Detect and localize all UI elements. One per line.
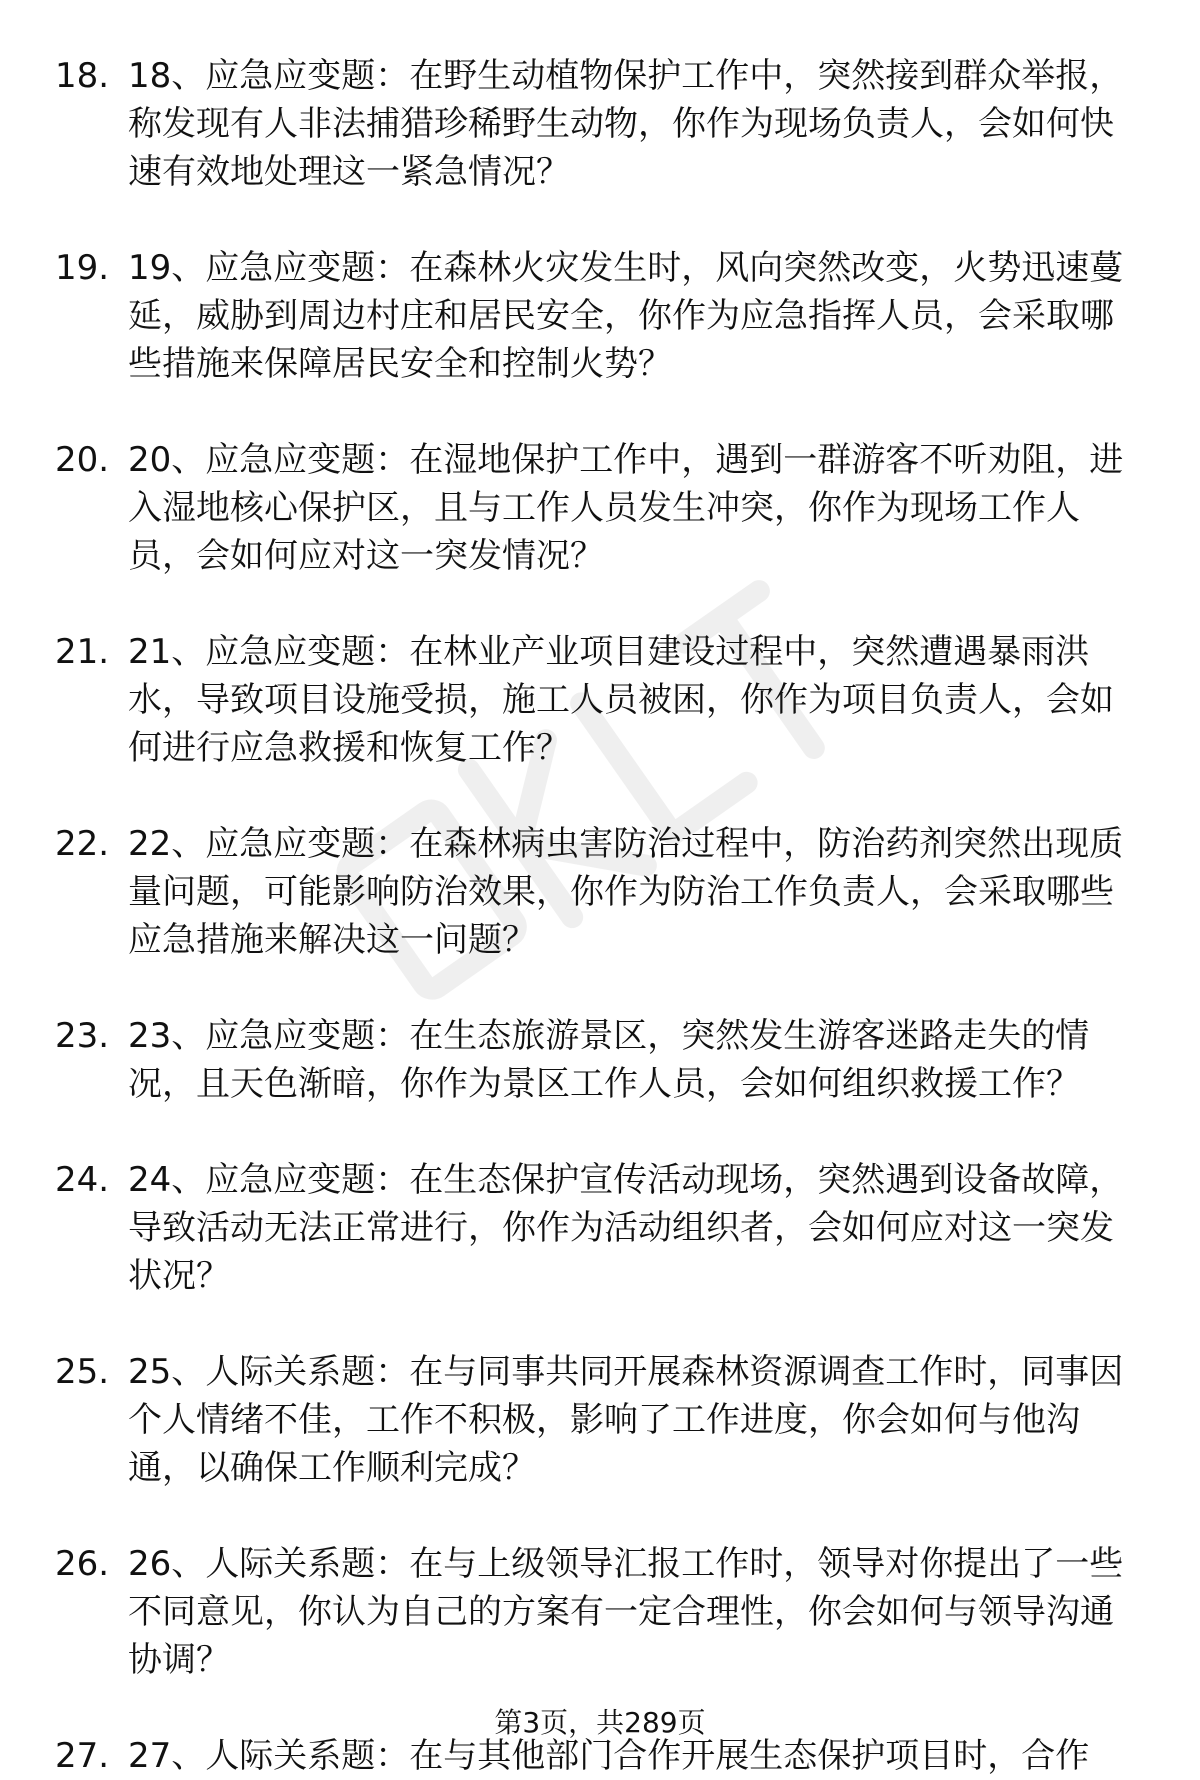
list-item bbox=[0, 1348, 1200, 1492]
list-item bbox=[0, 1012, 1200, 1108]
list-item bbox=[0, 1156, 1200, 1300]
question-text: 21、应急应变题：在林业产业项目建设过程中，突然遭遇暴雨洪水，导致项目设施受损，施工人员被困，你作为项目负责人，会如何进行应急救援和恢复工作？ bbox=[128, 632, 1114, 768]
list-item bbox=[0, 436, 1200, 580]
question-text: 24、应急应变题：在生态保护宣传活动现场，突然遇到设备故障，导致活动无法正常进行，你作为活动组织者，会如何应对这一突发状况？ bbox=[128, 1160, 1124, 1296]
question-number: 26. bbox=[55, 1544, 110, 1584]
question-number: 20. bbox=[55, 440, 110, 480]
list-item bbox=[0, 52, 1200, 196]
question-number: 22. bbox=[55, 824, 110, 864]
question-list bbox=[0, 52, 1200, 1780]
question-number: 21. bbox=[55, 632, 110, 672]
list-item bbox=[0, 820, 1200, 964]
question-text: 26、人际关系题：在与上级领导汇报工作时，领导对你提出了一些不同意见，你认为自己的方案有一定合理性，你会如何与领导沟通协调？ bbox=[128, 1544, 1124, 1680]
question-text: 23、应急应变题：在生态旅游景区，突然发生游客迷路走失的情况，且天色渐暗，你作为景区工作人员，会如何组织救援工作？ bbox=[128, 1016, 1090, 1104]
page-footer bbox=[0, 1705, 1200, 1741]
question-number: 23. bbox=[55, 1016, 110, 1056]
question-number: 19. bbox=[55, 248, 110, 288]
question-text: 25、人际关系题：在与同事共同开展森林资源调查工作时，同事因个人情绪不佳，工作不积极，影响了工作进度，你会如何与他沟通，以确保工作顺利完成？ bbox=[128, 1352, 1124, 1488]
question-text: 19、应急应变题：在森林火灾发生时，风向突然改变，火势迅速蔓延，威胁到周边村庄和居民安全，你作为应急指挥人员，会采取哪些措施来保障居民安全和控制火势？ bbox=[128, 248, 1124, 384]
question-text: 27、人际关系题：在与其他部门合作开展生态保护项目时，合作 bbox=[128, 1736, 1090, 1776]
question-text: 22、应急应变题：在森林病虫害防治过程中，防治药剂突然出现质量问题，可能影响防治效果，你作为防治工作负责人，会采取哪些应急措施来解决这一问题？ bbox=[128, 824, 1124, 960]
question-number: 24. bbox=[55, 1160, 110, 1200]
page-number-label: 第3页，共289页 bbox=[494, 1706, 706, 1739]
list-item bbox=[0, 244, 1200, 388]
question-number: 27. bbox=[55, 1736, 110, 1776]
question-text: 20、应急应变题：在湿地保护工作中，遇到一群游客不听劝阻，进入湿地核心保护区，且与工作人员发生冲突，你作为现场工作人员，会如何应对这一突发情况？ bbox=[128, 440, 1124, 576]
question-number: 25. bbox=[55, 1352, 110, 1392]
question-text: 18、应急应变题：在野生动植物保护工作中，突然接到群众举报，称发现有人非法捕猎珍稀野生动物，你作为现场负责人，会如何快速有效地处理这一紧急情况？ bbox=[128, 56, 1124, 192]
question-number: 18. bbox=[55, 56, 110, 96]
list-item bbox=[0, 628, 1200, 772]
list-item bbox=[0, 1540, 1200, 1684]
